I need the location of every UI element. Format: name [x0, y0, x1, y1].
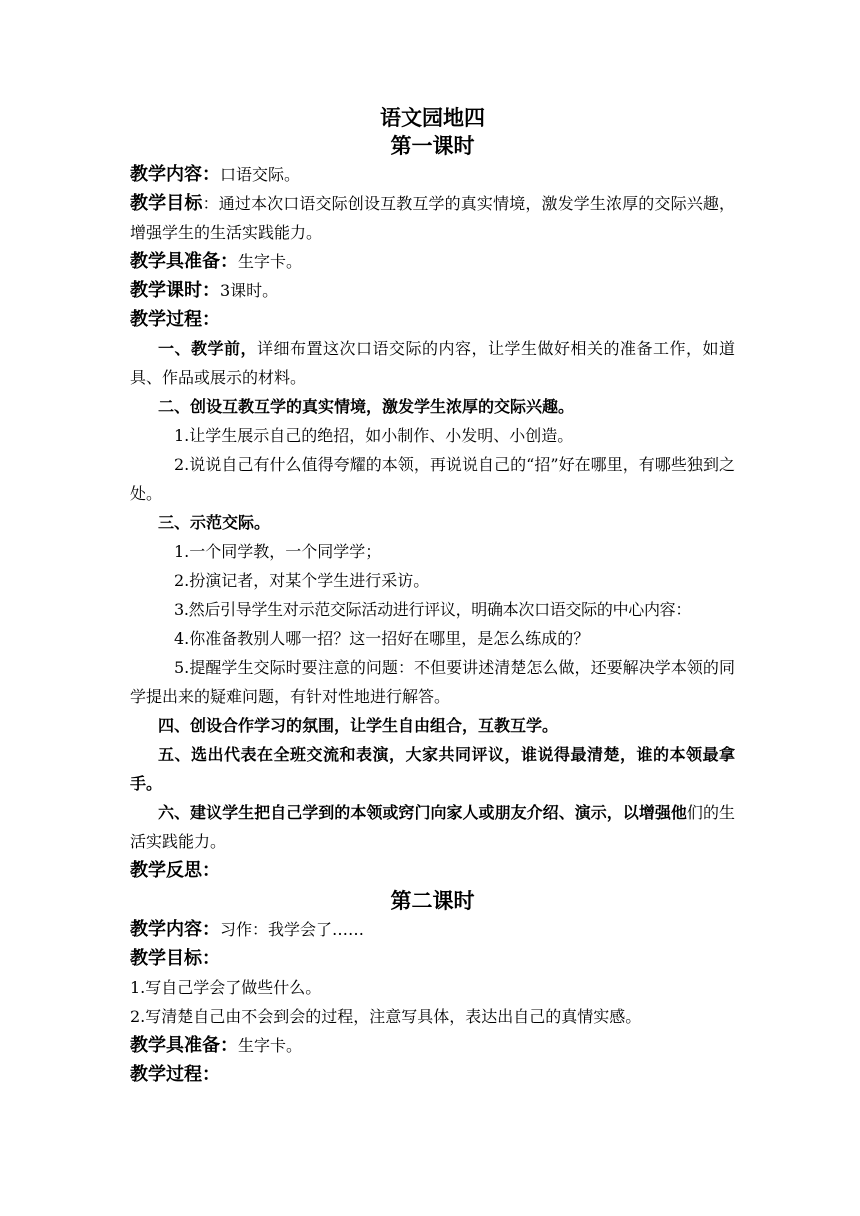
lesson1-goal-value: ：通过本次口语交际创设互教互学的真实情境，激发学生浓厚的交际兴趣，增强学生的生活实践能力。 [130, 194, 735, 242]
lesson1-step6-text: 们的生活实践能力。 [130, 803, 735, 851]
lesson1-hours-label: 教学课时： [130, 280, 220, 301]
lesson1-content-value: 口语交际。 [220, 165, 301, 184]
lesson1-goal-label: 教学目标 [130, 193, 203, 214]
lesson2-content-value: 习作：我学会了…… [220, 920, 365, 939]
lesson2-process-label: 教学过程： [130, 1064, 220, 1085]
lesson1-step5: 五、选出代表在全班交流和表演，大家共同评议，谁说得最清楚，谁的本领最拿手。 [130, 745, 735, 793]
lesson1-step6 [130, 798, 735, 856]
lesson1-step1 [130, 334, 735, 392]
lesson1-reflection [130, 856, 735, 885]
lesson1-content [130, 160, 735, 189]
lesson2-prep-label: 教学具准备： [130, 1035, 238, 1056]
lesson1-content-label: 教学内容： [130, 164, 220, 185]
lesson2-content-label: 教学内容： [130, 919, 220, 940]
lesson1-prep-value: 生字卡。 [238, 252, 303, 271]
lesson1-step3: 三、示范交际。 [158, 513, 271, 532]
lesson1-hours-value: 3课时。 [220, 281, 279, 300]
lesson1-step2-item: 2.说说自己有什么值得夸耀的本领，再说说自己的“招”好在哪里，有哪些独到之处。 [130, 455, 735, 503]
lesson1-process [130, 305, 735, 334]
lesson2-content [130, 915, 735, 944]
document-title: 语文园地四 [380, 105, 485, 130]
lesson1-step3-item: 4.你准备教别人哪一招？这一招好在哪里，是怎么练成的？ [174, 629, 590, 648]
lesson1-hours [130, 276, 735, 305]
lesson1-reflection-label: 教学反思： [130, 860, 220, 881]
lesson2-goal-item: 2.写清楚自己由不会到会的过程，注意写具体，表达出自己的真情实感。 [130, 1007, 642, 1026]
lesson1-step1-text: 详细布置这次口语交际的内容，让学生做好相关的准备工作，如道具、作品或展示的材料。 [130, 339, 735, 387]
lesson1-prep [130, 247, 735, 276]
lesson1-step4: 四、创设合作学习的氛围，让学生自由组合，互教互学。 [158, 716, 559, 735]
lesson1-step3-item: 2.扮演记者，对某个学生进行采访。 [174, 571, 430, 590]
lesson2-goal [130, 944, 735, 973]
lesson1-heading: 第一课时 [390, 133, 475, 158]
lesson1-process-label: 教学过程： [130, 309, 220, 330]
lesson2-goal-item: 1.写自己学会了做些什么。 [130, 978, 322, 997]
lesson2-goal-label: 教学目标： [130, 948, 220, 969]
lesson2-prep [130, 1031, 735, 1060]
lesson1-step3-item: 5.提醒学生交际时要注意的问题：不但要讲述清楚怎么做，还要解决学本领的同学提出来的疑难问题，有针对性地进行解答。 [130, 658, 735, 706]
lesson1-step3-item: 1.一个同学教，一个同学学； [174, 542, 382, 561]
lesson2-prep-value: 生字卡。 [238, 1036, 303, 1055]
lesson1-step2-item: 1.让学生展示自己的绝招，如小制作、小发明、小创造。 [174, 426, 574, 445]
lesson1-step3-item: 3.然后引导学生对示范交际活动进行评议，明确本次口语交际的中心内容： [174, 600, 692, 619]
lesson1-prep-label: 教学具准备： [130, 251, 238, 272]
lesson2-heading: 第二课时 [390, 888, 475, 913]
lesson1-goal [130, 189, 735, 247]
lesson-plan-page [130, 96, 735, 1089]
lesson1-step1-bold: 一、教学前， [158, 339, 257, 358]
lesson2-process [130, 1060, 735, 1089]
lesson1-step2: 二、创设互教互学的真实情境，激发学生浓厚的交际兴趣。 [158, 397, 575, 416]
lesson1-step6-bold: 六、建议学生把自己学到的本领或窍门向家人或朋友介绍、演示，以增强他 [158, 803, 687, 822]
